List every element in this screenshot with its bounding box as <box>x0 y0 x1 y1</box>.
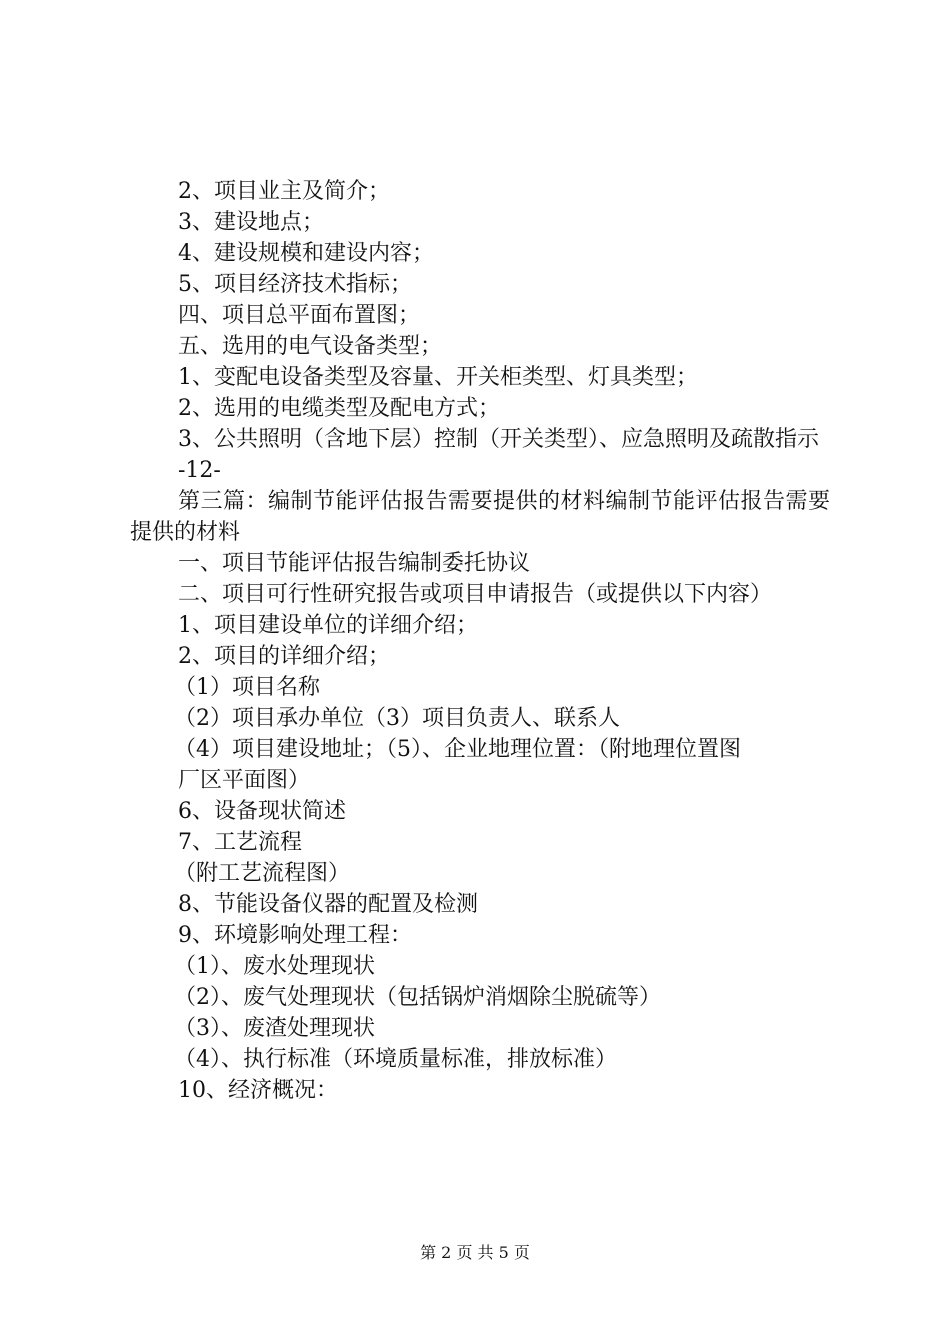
text-line: 6、设备现状简述 <box>178 799 346 824</box>
page-marker: -12- <box>178 458 221 483</box>
text-line: 一、项目节能评估报告编制委托协议 <box>178 551 531 576</box>
text-line: 1、变配电设备类型及容量、开关柜类型、灯具类型； <box>178 365 698 390</box>
text-line: 2、选用的电缆类型及配电方式； <box>178 396 500 421</box>
text-line: 8、节能设备仪器的配置及检测 <box>178 892 478 917</box>
text-line: 2、项目业主及简介； <box>178 179 390 204</box>
text-line: （4）、执行标准（环境质量标准，排放标准） <box>174 1047 617 1072</box>
text-line: 5、项目经济技术指标； <box>178 272 412 297</box>
section-heading: 第三篇：编制节能评估报告需要提供的材料编制节能评估报告需要提供的材料 <box>130 489 830 545</box>
text-line: 3、公共照明（含地下层）控制（开关类型）、应急照明及疏散指示 <box>178 427 819 452</box>
text-line: （2）项目承办单位（3）项目负责人、联系人 <box>174 706 620 731</box>
text-line: 五、选用的电气设备类型； <box>178 334 443 359</box>
text-line: 10、经济概况： <box>178 1078 338 1103</box>
text-line: 2、项目的详细介绍； <box>178 644 390 669</box>
text-line: 7、工艺流程 <box>178 830 302 855</box>
text-line: （1）、废水处理现状 <box>174 954 375 979</box>
text-line: （3）、废渣处理现状 <box>174 1016 375 1041</box>
text-line: 9、环境影响处理工程： <box>178 923 412 948</box>
text-line: 四、项目总平面布置图； <box>178 303 421 328</box>
text-line: （4）项目建设地址；（5）、企业地理位置：（附地理位置图 <box>174 737 741 762</box>
text-line: （2）、废气处理现状（包括锅炉消烟除尘脱硫等） <box>174 985 661 1010</box>
text-line: 4、建设规模和建设内容； <box>178 241 434 266</box>
text-line: 1、项目建设单位的详细介绍； <box>178 613 478 638</box>
text-line: 3、建设地点； <box>178 210 324 235</box>
text-line: （附工艺流程图） <box>174 861 351 886</box>
text-line: 厂区平面图） <box>178 768 311 793</box>
text-line: （1）项目名称 <box>174 675 320 700</box>
document-body <box>130 176 830 1106</box>
page-footer: 第 2 页 共 5 页 <box>420 1243 530 1262</box>
text-line: 二、项目可行性研究报告或项目申请报告（或提供以下内容） <box>178 582 773 607</box>
